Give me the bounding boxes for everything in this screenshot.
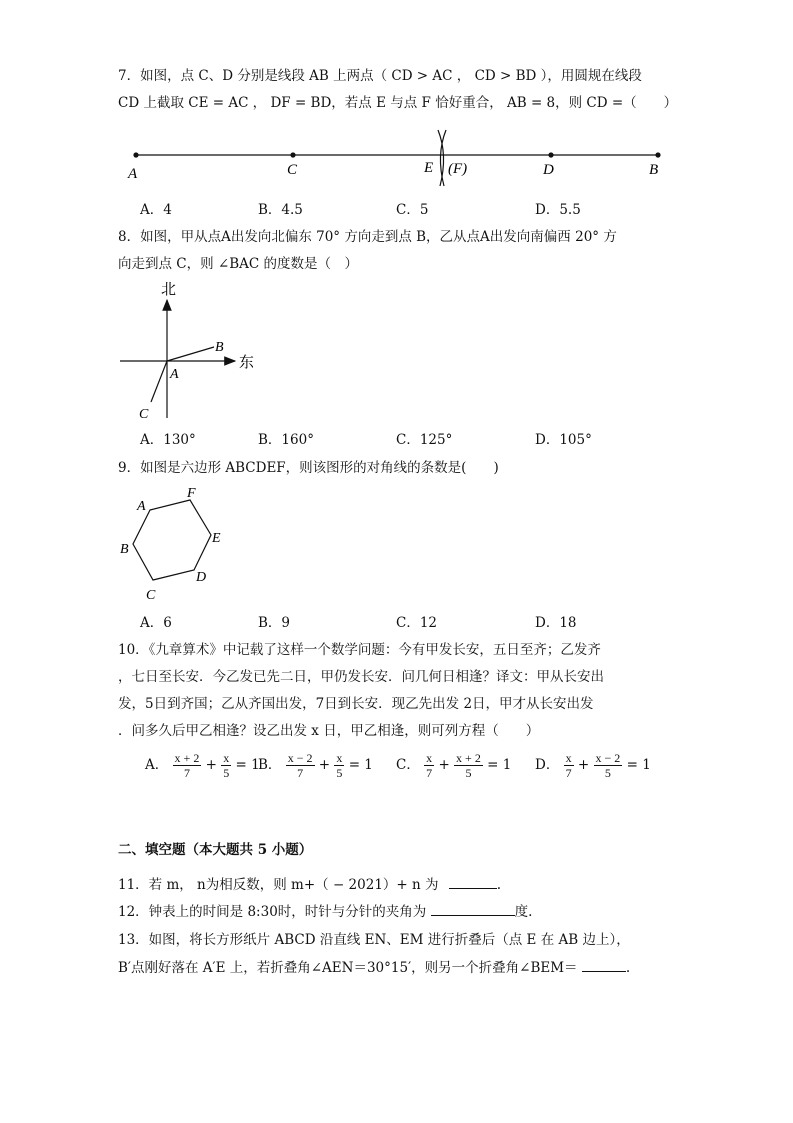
label-b: B [120, 542, 129, 557]
q10-line4: ．问多久后甲乙相逢？设乙出发 x 日，甲乙相逢，则可列方程（ ） [118, 723, 540, 739]
label-f: F [187, 486, 196, 501]
label-e: E [212, 531, 221, 546]
q7-option-a[interactable]: A．4 [140, 202, 172, 218]
point-b [655, 152, 660, 157]
q7-option-d[interactable]: D．5.5 [535, 202, 581, 218]
q10-option-c[interactable]: C． $\frac{x}{7}$ + $\frac{x + 2}{5}$ = 1 [396, 751, 512, 780]
q10-option-d[interactable]: D． $\frac{x}{7}$ + $\frac{x - 2}{5}$ = 1 [535, 751, 651, 780]
q11-line: 11．若 m， n为相反数，则 m+（ − 2021）+ n 为 . [118, 874, 501, 895]
q11-answer-blank[interactable] [449, 874, 497, 889]
ray-ab [167, 347, 214, 361]
ray-ac [151, 361, 167, 402]
q9-option-c[interactable]: C．12 [396, 615, 438, 631]
q12-answer-blank[interactable] [431, 901, 515, 916]
label-east: 东 [239, 355, 255, 371]
q8-option-c[interactable]: C．125° [396, 432, 453, 448]
q7-line1: 7．如图，点 C、D 分别是线段 AB 上两点（ CD > AC ， CD > BD ），用圆规在线段 [118, 68, 642, 84]
q8-option-a[interactable]: A．130° [140, 432, 196, 448]
q9-hexagon-figure [115, 484, 235, 604]
q9-option-b[interactable]: B．9 [258, 615, 291, 631]
q13-answer-blank[interactable] [582, 957, 626, 972]
q9-option-d[interactable]: D．18 [535, 615, 577, 631]
q10-option-a[interactable]: A． $\frac{x + 2}{7}$ + $\frac{x}{5}$ = 1 [145, 751, 260, 780]
label-d: D [196, 570, 207, 585]
q13-line2: B′点刚好落在 A′E 上，若折叠角∠AEN＝30°15′，则另一个折叠角∠BEM＝ . [118, 957, 630, 978]
point-a [133, 152, 138, 157]
q7-option-b[interactable]: B．4.5 [258, 202, 303, 218]
section-title: 二、填空题（本大题共 5 小题） [118, 842, 313, 858]
q13-line1: 13．如图，将长方形纸片 ABCD 沿直线 EN、EM 进行折叠后（点 E 在 AB 边上）， [118, 932, 630, 948]
q10-line1: 10．《九章算术》中记载了这样一个数学问题：今有甲发长安，五日至齐；乙发齐 [118, 642, 601, 658]
q9-line1: 9．如图是六边形 ABCDEF，则该图形的对角线的条数是( ) [118, 460, 499, 476]
label-a: A [170, 367, 179, 382]
q8-line1: 8．如图，甲从点A出发向北偏东 70° 方向走到点 B，乙从点A出发向南偏西 20° 方 [118, 229, 617, 245]
label-d: D [543, 162, 554, 178]
q8-option-d[interactable]: D．105° [535, 432, 592, 448]
q8-option-b[interactable]: B．160° [258, 432, 314, 448]
label-c: C [139, 407, 149, 422]
label-f: (F) [448, 161, 468, 177]
label-b: B [215, 340, 224, 355]
point-c [290, 152, 295, 157]
point-d [548, 152, 553, 157]
label-c: C [287, 162, 298, 178]
label-north: 北 [161, 282, 177, 298]
label-c: C [146, 588, 156, 603]
q7-figure [118, 128, 678, 188]
label-a: A [128, 166, 138, 182]
q7-line2: CD 上截取 CE = AC ， DF = BD，若点 E 与点 F 恰好重合， AB = 8，则 CD =（ ） [118, 95, 678, 111]
label-a: A [137, 499, 146, 514]
q9-option-a[interactable]: A．6 [140, 615, 172, 631]
q7-option-c[interactable]: C．5 [396, 202, 429, 218]
label-e: E [424, 160, 434, 176]
q8-figure [115, 278, 275, 424]
q10-option-b[interactable]: B． $\frac{x - 2}{7}$ + $\frac{x}{5}$ = 1 [258, 751, 373, 780]
q10-line2: ，七日至长安．今乙发已先二日，甲仍发长安．问几何日相逢？译文：甲从长安出 [118, 669, 604, 685]
q10-line3: 发，5日到齐国；乙从齐国出发，7日到长安．现乙先出发 2日，甲才从长安出发 [118, 696, 594, 712]
q12-line: 12．钟表上的时间是 8:30时，时针与分针的夹角为 度. [118, 901, 532, 922]
q8-line2: 向走到点 C，则 ∠BAC 的度数是（ ） [118, 256, 359, 272]
label-b: B [649, 162, 659, 178]
